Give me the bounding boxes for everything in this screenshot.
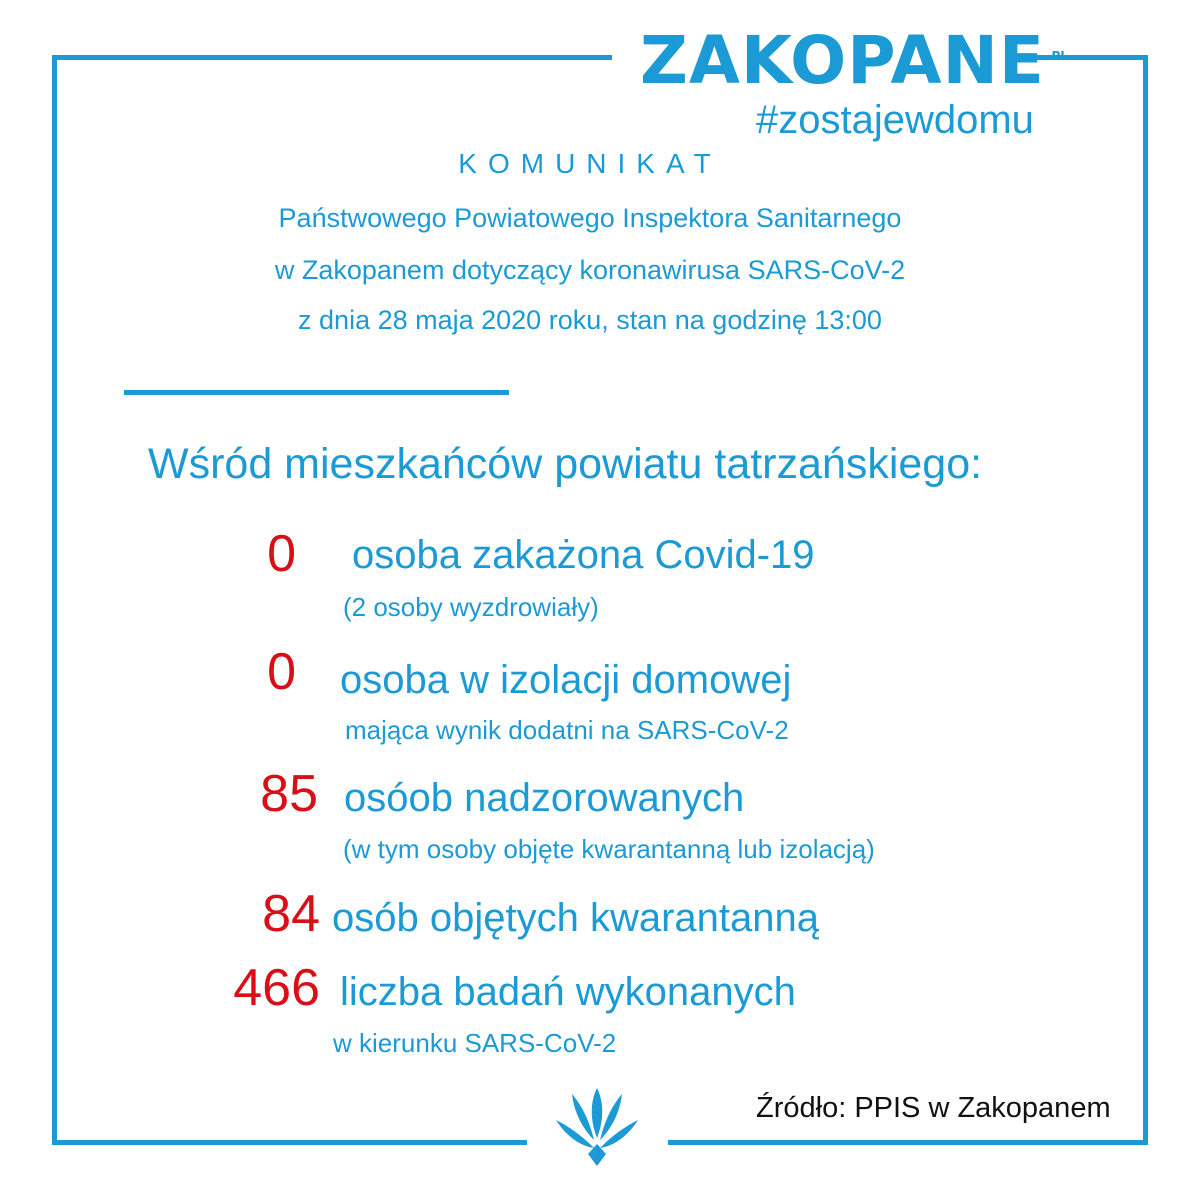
frame-bottom-left <box>52 1140 527 1145</box>
stat-label: liczba badań wykonanych <box>340 970 796 1014</box>
header-line-2: w Zakopanem dotyczący koronawirusa SARS-CoV-2 <box>274 255 906 285</box>
logo-suffix: .PL <box>1046 49 1068 63</box>
stat-sub: w kierunku SARS-CoV-2 <box>333 1028 617 1058</box>
stat-value: 0 <box>267 643 296 701</box>
intro-text: Wśród mieszkańców powiatu tatrzańskiego: <box>148 440 983 488</box>
stat-value: 466 <box>233 959 320 1017</box>
hashtag: #zostajewdomu <box>756 98 1034 142</box>
frame-top-left <box>52 55 612 60</box>
logo-text: ZAKOPANE <box>640 22 1045 99</box>
stat-label: osoba zakażona Covid-19 <box>352 533 815 577</box>
frame-bottom-right <box>668 1140 1148 1145</box>
header-line-1: Państwowego Powiatowego Inspektora Sanitarnego <box>278 203 902 233</box>
stat-label: osóob nadzorowanych <box>344 776 745 820</box>
stat-value: 84 <box>262 885 320 943</box>
highlander-flower-icon <box>552 1080 642 1170</box>
source-note: Źródło: PPIS w Zakopanem <box>756 1092 1111 1124</box>
zakopane-logo <box>640 22 1068 99</box>
stat-label: osoba w izolacji domowej <box>340 658 792 702</box>
stat-value: 0 <box>267 525 296 583</box>
header-line-3: z dnia 28 maja 2020 roku, stan na godzinę 13:00 <box>298 305 882 335</box>
stat-value: 85 <box>260 765 318 823</box>
divider <box>124 390 509 395</box>
stat-sub: (2 osoby wyzdrowiały) <box>343 592 599 622</box>
stat-sub: mająca wynik dodatni na SARS-CoV-2 <box>345 715 789 745</box>
stat-label: osób objętych kwarantanną <box>332 896 819 940</box>
page-title: KOMUNIKAT <box>458 148 722 179</box>
stat-sub: (w tym osoby objęte kwarantanną lub izolacją) <box>343 834 875 864</box>
